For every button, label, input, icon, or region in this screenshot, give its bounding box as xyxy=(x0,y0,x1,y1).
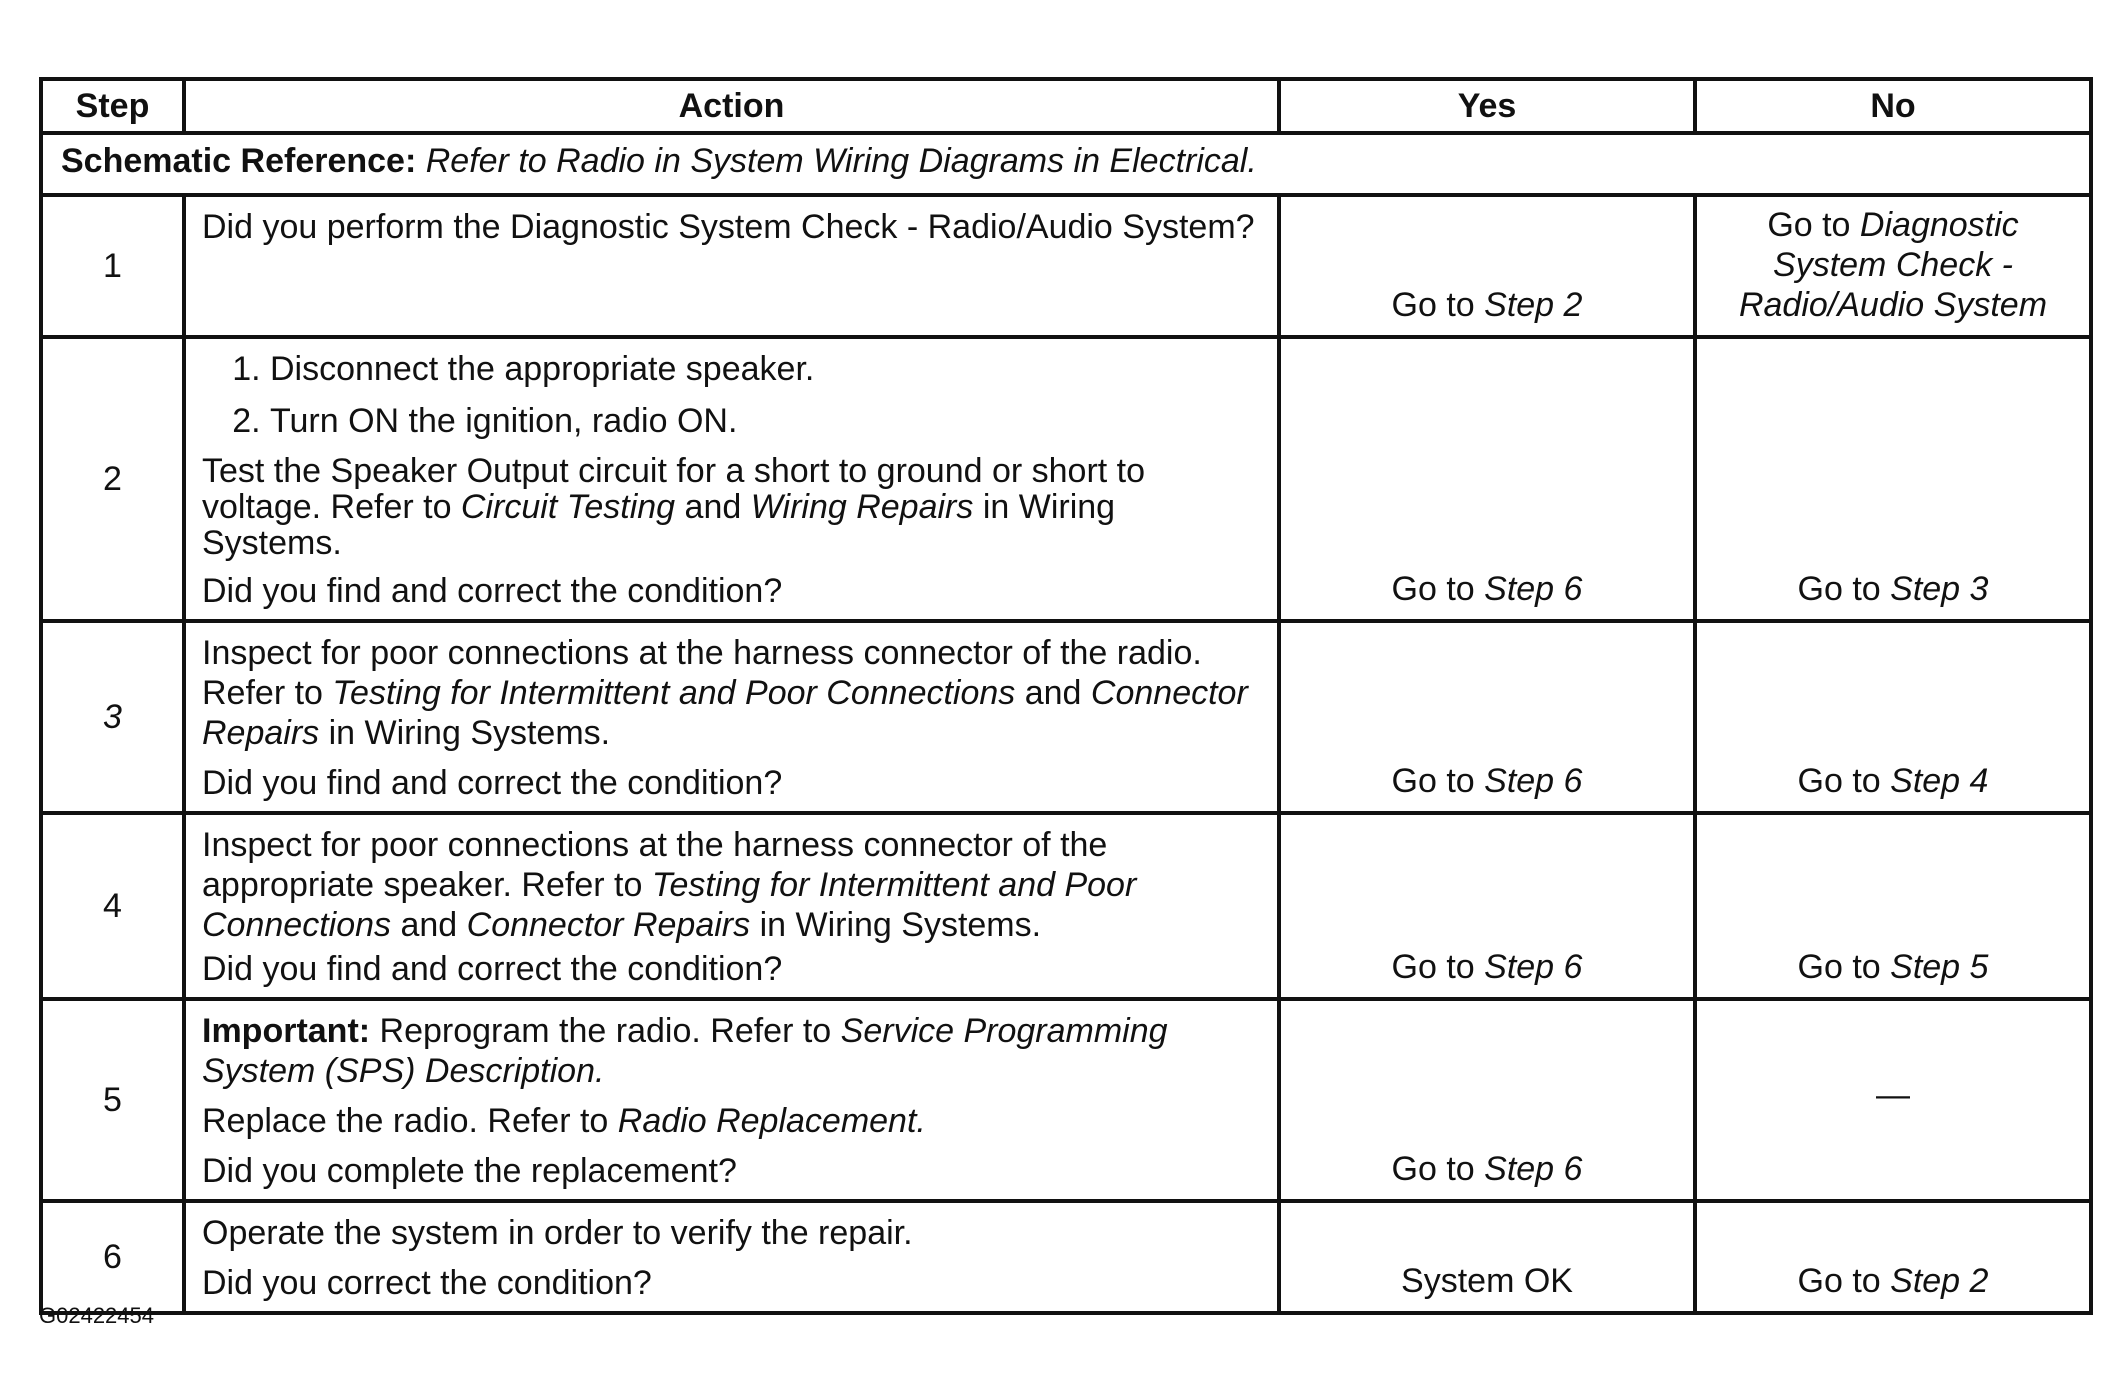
header-no: No xyxy=(1695,79,2091,133)
no-link[interactable]: Step 2 xyxy=(1890,1262,1989,1300)
action-text: Operate the system in order to verify the repair. xyxy=(202,1214,913,1252)
no-prefix: Go to xyxy=(1767,206,1860,244)
action-cell xyxy=(184,195,1279,337)
schematic-label: Schematic Reference: xyxy=(61,142,417,180)
action-cell xyxy=(184,337,1279,621)
table-row xyxy=(41,813,2091,999)
yes-text: System OK xyxy=(1401,1262,1573,1300)
yes-cell xyxy=(1279,999,1695,1201)
action-cell xyxy=(184,621,1279,813)
yes-link[interactable]: Step 6 xyxy=(1484,762,1583,800)
yes-cell xyxy=(1279,337,1695,621)
connector-repairs-link[interactable]: Connector Repairs xyxy=(466,906,751,944)
schematic-text: Refer to Radio in System Wiring Diagrams in Electrical. xyxy=(425,142,1257,180)
important-note: Important: Reprogram the radio. Refer to Service Programming System (SPS) Description. xyxy=(202,1012,1168,1090)
table-row xyxy=(41,195,2091,337)
action-cell xyxy=(184,1201,1279,1313)
schematic-reference-row xyxy=(41,133,2091,195)
circuit-testing-link[interactable]: Circuit Testing xyxy=(460,488,676,526)
wiring-repairs-link[interactable]: Wiring Repairs xyxy=(750,488,974,526)
step-number: 6 xyxy=(41,1201,184,1313)
action-question: Did you complete the replacement? xyxy=(202,1152,737,1190)
action-question: Did you find and correct the condition? xyxy=(202,764,783,802)
no-prefix: Go to xyxy=(1797,1262,1891,1300)
no-cell xyxy=(1695,621,2091,813)
table-header-row xyxy=(41,79,2091,133)
yes-link[interactable]: Step 6 xyxy=(1484,1150,1583,1188)
step-number: 4 xyxy=(41,813,184,999)
schematic-reference xyxy=(41,133,2091,195)
yes-prefix: Go to xyxy=(1391,286,1485,324)
yes-cell xyxy=(1279,621,1695,813)
action-question: Did you find and correct the condition? xyxy=(202,572,783,610)
list-item: 1. Disconnect the appropriate speaker. xyxy=(270,349,1261,389)
no-dash: — xyxy=(1876,1076,1910,1114)
table-row xyxy=(41,1201,2091,1313)
no-cell xyxy=(1695,999,2091,1201)
yes-cell xyxy=(1279,813,1695,999)
step-number: 3 xyxy=(41,621,184,813)
action-cell xyxy=(184,813,1279,999)
yes-cell xyxy=(1279,195,1695,337)
no-cell xyxy=(1695,813,2091,999)
action-text: Replace the radio. Refer to Radio Replacement. xyxy=(202,1102,926,1140)
table-row xyxy=(41,337,2091,621)
action-text: Inspect for poor connections at the harness connector of the appropriate speaker. Refer to Testing for Intermittent and Poor Connections and Connector Repairs in Wiring Systems. xyxy=(202,826,1137,944)
no-cell xyxy=(1695,337,2091,621)
yes-prefix: Go to xyxy=(1391,570,1485,608)
action-question: Did you correct the condition? xyxy=(202,1264,652,1302)
no-cell xyxy=(1695,195,2091,337)
action-text: Did you perform the Diagnostic System Check - Radio/Audio System? xyxy=(202,208,1255,246)
action-cell xyxy=(184,999,1279,1201)
connector-repairs-link[interactable]: Connector Repairs xyxy=(202,674,1248,752)
radio-replacement-link[interactable]: Radio Replacement. xyxy=(617,1102,926,1140)
list-item: 2. Turn ON the ignition, radio ON. xyxy=(270,401,1261,441)
yes-prefix: Go to xyxy=(1391,948,1485,986)
action-text: Test the Speaker Output circuit for a short to ground or short to voltage. Refer to Circuit Testing and Wiring Repairs in Wiring Systems. xyxy=(202,452,1146,562)
header-action: Action xyxy=(184,79,1279,133)
table-row xyxy=(41,999,2091,1201)
yes-link[interactable]: Step 6 xyxy=(1484,948,1583,986)
sps-description-link[interactable]: Service Programming System (SPS) Description. xyxy=(202,1012,1168,1090)
table-row xyxy=(41,621,2091,813)
action-list xyxy=(202,349,1261,441)
no-prefix: Go to xyxy=(1797,570,1891,608)
header-yes: Yes xyxy=(1279,79,1695,133)
action-text: Inspect for poor connections at the harness connector of the radio. Refer to Testing for Intermittent and Poor Connections and Connector Repairs in Wiring Systems. xyxy=(202,634,1248,752)
header-step: Step xyxy=(41,79,184,133)
diagnostic-document xyxy=(39,77,2089,1315)
testing-intermittent-link[interactable]: Testing for Intermittent and Poor Connections xyxy=(332,674,1016,712)
testing-intermittent-link[interactable]: Testing for Intermittent and Poor Connections xyxy=(202,866,1137,944)
no-cell xyxy=(1695,1201,2091,1313)
yes-prefix: Go to xyxy=(1391,1150,1485,1188)
important-label: Important: xyxy=(202,1012,371,1050)
action-question: Did you find and correct the condition? xyxy=(202,950,783,988)
yes-prefix: Go to xyxy=(1391,762,1485,800)
diagnostic-table xyxy=(39,77,2093,1315)
step-number: 2 xyxy=(41,337,184,621)
step-number: 1 xyxy=(41,195,184,337)
no-link[interactable]: Step 4 xyxy=(1890,762,1989,800)
step-number: 5 xyxy=(41,999,184,1201)
yes-cell xyxy=(1279,1201,1695,1313)
no-prefix: Go to xyxy=(1797,948,1891,986)
no-prefix: Go to xyxy=(1797,762,1891,800)
no-link[interactable]: Step 3 xyxy=(1890,570,1989,608)
figure-id: G02422454 xyxy=(39,1303,154,1328)
yes-link[interactable]: Step 2 xyxy=(1484,286,1583,324)
yes-link[interactable]: Step 6 xyxy=(1484,570,1583,608)
no-link[interactable]: Diagnostic System Check - Radio/Audio System xyxy=(1738,206,2048,324)
no-link[interactable]: Step 5 xyxy=(1890,948,1989,986)
